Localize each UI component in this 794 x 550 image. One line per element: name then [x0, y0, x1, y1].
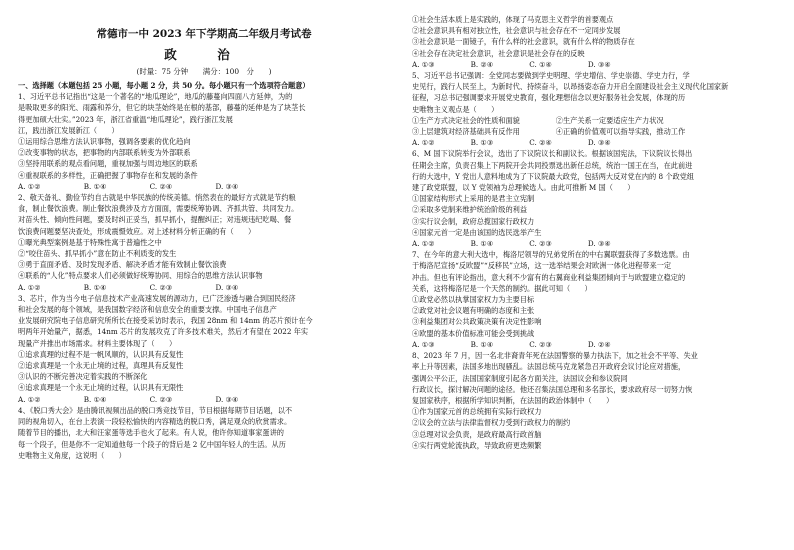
exam-subject: 政 治: [164, 47, 244, 62]
right-text-line: 任期会主席，负责召集上下两院开会共同投票选出新任总统，统治一国王在当，在此前进: [412, 160, 693, 170]
right-text-line: ②社会意识具有相对独立性，社会意识与社会存在不一定同步发展: [412, 26, 621, 36]
right-text-line: ②议会的立法与法律监督权力受到行政权力的制约: [412, 418, 571, 428]
right-text-line: ①生产方式决定社会的性质和面貌 ②生产关系一定要适应生产力状况: [412, 115, 664, 125]
right-text-line: ①国家结构形式上采用的是君主立宪制: [412, 194, 535, 204]
right-text-line: A. ①③ B. ①④ C. ②③ D. ②④: [412, 339, 611, 349]
right-text-line: 征程，习总书记强调要求开展党史教育，强化理想信念以更好服务社会发展，体现的历: [412, 93, 686, 103]
left-text-line: 同的视角切入，在台上表演一段轻松愉快的内容精选的脱口秀，满足观众的欣赏需求。: [18, 417, 292, 427]
right-text-line: 关系，这将梅洛尼是一个天然的制约。据此可知（ ）: [412, 283, 592, 293]
left-text-line: 3、芯片，作为当今电子信息技术产业高速发展的源动力，已广泛渗透与融合到国民经济: [18, 293, 296, 303]
left-text-line: 得更加硕大壮实。”2023 年，浙江省重温“地瓜理论”，践行浙江发展: [18, 114, 233, 124]
right-text-line: 复国家秩序，根据所学知识判断，在法国的政治体制中（ ）: [412, 395, 614, 405]
exam-meta: (时量：75 分钟 满分：100 分 ): [136, 67, 272, 76]
left-text-line: ③坚持用联系的观点看问题，重视加强与周边地区的联系: [18, 159, 198, 169]
left-text-line: ②改变事物的状态，把事物的内部联系转变为外部联系: [18, 148, 191, 158]
right-text-line: 强调公平公正，法国国家制度引起各方面关注，法国议会和参议院同: [412, 373, 628, 383]
right-text-block: [412, 14, 784, 451]
right-text-line: ③社会意识是一面镜子，有什么样的社会意识，就有什么样的物质存在: [412, 37, 635, 47]
left-text-line: A. ①② B. ①④ C. ②④ D. ③④: [18, 181, 239, 191]
right-text-line: ①作为国家元首的总统拥有实际行政权力: [412, 407, 542, 417]
left-text-line: ④联系的“人化”特点要求人们必须做好统筹协同、用综合的思维方法认识事物: [18, 271, 263, 281]
left-text-line: 史唯物主义角度，这说明（ ）: [18, 450, 126, 460]
left-text-line: 食，制止餐饮浪费。制止餐饮浪费涉及方方面面，需要统筹协调、齐抓共管、共同发力。: [18, 204, 299, 214]
left-column: [18, 14, 390, 461]
right-text-line: ④国家元首一定是由该国的选民选举产生: [412, 227, 542, 237]
left-text-line: ①追求真理的过程不是一帆风顺的，认识具有反复性: [18, 349, 184, 359]
right-column: [412, 14, 784, 451]
right-text-line: 5、习近平总书记强调：全党同志要做到学史明理、学史增信、学史崇德、学史力行，学: [412, 71, 690, 81]
left-text-line: 饮浪费问题要坚决查处，形成震慑效应。对上述材料分析正确的有（ ）: [18, 226, 256, 236]
left-text-line: 随着节目的播出，北大和汪家蛋等选手也火了起来。有人说，他许你知道事家蛋讲的: [18, 428, 284, 438]
right-text-line: 行的大选中，Y 党出人意料地成为了下议院最大政党，包括两大反对党在内的 8 个政党组: [412, 171, 695, 181]
left-text-line: 业发展研究院电子信息研究所所长在接受采访时表示，我国 28nm 和 14nm 的芯片预计在今: [18, 316, 313, 326]
left-text-line: 每一个段子，但是你不一定知道他每一个段子的背后是 2 亿中国年轻人的生活。从历: [18, 439, 286, 449]
right-text-line: 8、2023 年 7 月，因一名北非裔青年死在法国警察的暴力执法下，加之社会不平等、失业: [412, 351, 698, 361]
right-text-line: ③上层建筑对经济基础具有反作用 ④正确的价值观可以指导实践，推动工作: [412, 127, 686, 137]
right-text-line: 建了政党联盟，以 Y 党领袖为总理候选人。由此可推断 M 国（ ）: [412, 183, 635, 193]
right-text-line: 史唯物主义观点是（ ）: [412, 104, 499, 114]
left-text-line: A. ①② B. ①④ C. ②③ D. ③④: [18, 282, 239, 292]
left-text-line: 和社会发展的每个领域，是我国数字经济和信息安全的重要支撑。中国电子信息产: [18, 305, 277, 315]
left-text-line: ④追求真理是一个永无止境的过程，认识具有无限性: [18, 383, 184, 393]
right-text-line: ①政党必然以执掌国家权力为主要目标: [412, 295, 535, 305]
right-text-line: ③总理对议会负责，是政府最高行政首脑: [412, 429, 542, 439]
right-text-line: ①社会生活本质上是实践的，体现了马克思主义哲学的首要观点: [412, 15, 614, 24]
right-text-line: 史见行，践行人民至上，为新时代、持续奋斗，以昂扬姿态奋力开启全面建设社会主义现代化国家新: [412, 82, 729, 92]
left-text-line: 江，践出浙江发展新江（ ）: [18, 125, 119, 135]
left-text-line: ③认识的不断完善决定着实践的不断深化: [18, 372, 148, 382]
left-text-line: ③勇于直面矛盾、及时发现矛盾、解决矛盾才能有效制止餐饮浪费: [18, 260, 227, 270]
right-text-line: ③实行议会制，政府总揽国家行政权力: [412, 216, 535, 226]
right-text-line: 行政议长，探讨解决问题的途径。他还召集法国总理和多名部长，要求政府尽一切努力恢: [412, 384, 693, 394]
left-text-line: 4、《脱口秀大会》是由腾讯视频出品的脱口秀竞技节目，节目根据每期节目话题，以不: [18, 405, 293, 415]
right-text-line: 冲击。但也有评论指出，意大利不少富有的右翼商业利益集团倾向于与欧盟建立稳定的: [412, 272, 686, 282]
right-text-line: ②政党对社会议题有明确的态度和主张: [412, 306, 535, 316]
right-text-line: A. ①② B. ①③ C. ②④ D. ③④: [412, 138, 611, 148]
right-text-line: ④实行两党轮流执政，导致政府更迭频繁: [412, 440, 542, 450]
left-text-line: 现量产并推出市场需求。材料主要体现了（ ）: [18, 338, 177, 348]
left-text-line: 明两年开始量产，据悉，14nm 芯片的发展攻克了许多技术难关，然后才有望在 2022 年实: [18, 327, 309, 337]
left-text-line: ①运用综合思维方法认识事物，强调各要素的优化趋向: [18, 137, 191, 147]
left-text-line: 对苗头性、倾向性问题，要及时纠正妥当，抓早抓小，提醒纠正；对违规违纪吃喝、餐: [18, 215, 292, 225]
right-text-line: ③利益集团对公共政策决策有决定性影响: [412, 317, 542, 327]
right-text-line: A. ①② B. ①④ C. ②③ D. ③④: [412, 239, 611, 249]
right-text-line: ②采取多党制来维护统治阶级的利益: [412, 205, 528, 215]
left-text-line: ①曝光典型案例是基于特殊性寓于普遍性之中: [18, 237, 162, 247]
right-text-line: 7、在今年的意大利大选中，梅洛尼领导的兄弟党所在的中右翼联盟获得了多数选票。由: [412, 250, 690, 260]
left-text-line: ②追求真理是一个永无止境的过程，真理具有反复性: [18, 361, 184, 371]
left-text-line: ②“咬住苗头、抓早抓小”意在防止不利质变的发生: [18, 249, 177, 259]
right-text-line: 6、M 国下议院举行会议，选出了下议院议长和副议长。根据该国宪法，下议院议长得出: [412, 149, 693, 159]
right-text-line: 率上升等因素，法国多地出现骚乱。法国总统马克龙紧急召开政府会议讨论应对措施，: [412, 362, 686, 372]
right-text-line: A. ①③ B. ②④ C. ①④ D. ③④: [412, 59, 611, 69]
left-text-line: 是吸取更多的阳光、雨露和养分，但它的块茎始终是在根的基部，藤蔓的延伸是为了块茎长: [18, 103, 306, 113]
exam-title: 常德市一中 2023 年下学期高二年级月考试卷: [96, 28, 312, 40]
left-text-line: ④重视联系的多样性，正确把握了事物存在和发展的条件: [18, 170, 198, 180]
right-text-line: ④欧盟的基本价值标准可能会受到挑战: [412, 328, 535, 338]
right-text-line: 于梅洛尼宣扬“反欧盟”“反移民”立场，这一选举结果会对欧洲一体化进程带来一定: [412, 261, 672, 271]
right-text-line: ④社会存在决定社会意识，社会意识是社会存在的反映: [412, 48, 585, 58]
left-text-line: 1、习近平总书记指出“这是一个著名的“地瓜理论”，地瓜的藤蔓向四面八方延伸，为的: [18, 92, 293, 102]
left-text-block: [18, 80, 390, 461]
left-text-line: A. ①② B. ①④ C. ②③ D. ③④: [18, 394, 239, 404]
left-text-line: 一、选择题（本题包括 25 小题，每小题 2 分，共 50 分。每小题只有一个选项符合题意）: [18, 81, 310, 90]
left-text-line: 2、敬天备礼、勤俭节约自古就是中华民族的传统美德。悄然表在的最好方式就是节约粮: [18, 193, 296, 203]
